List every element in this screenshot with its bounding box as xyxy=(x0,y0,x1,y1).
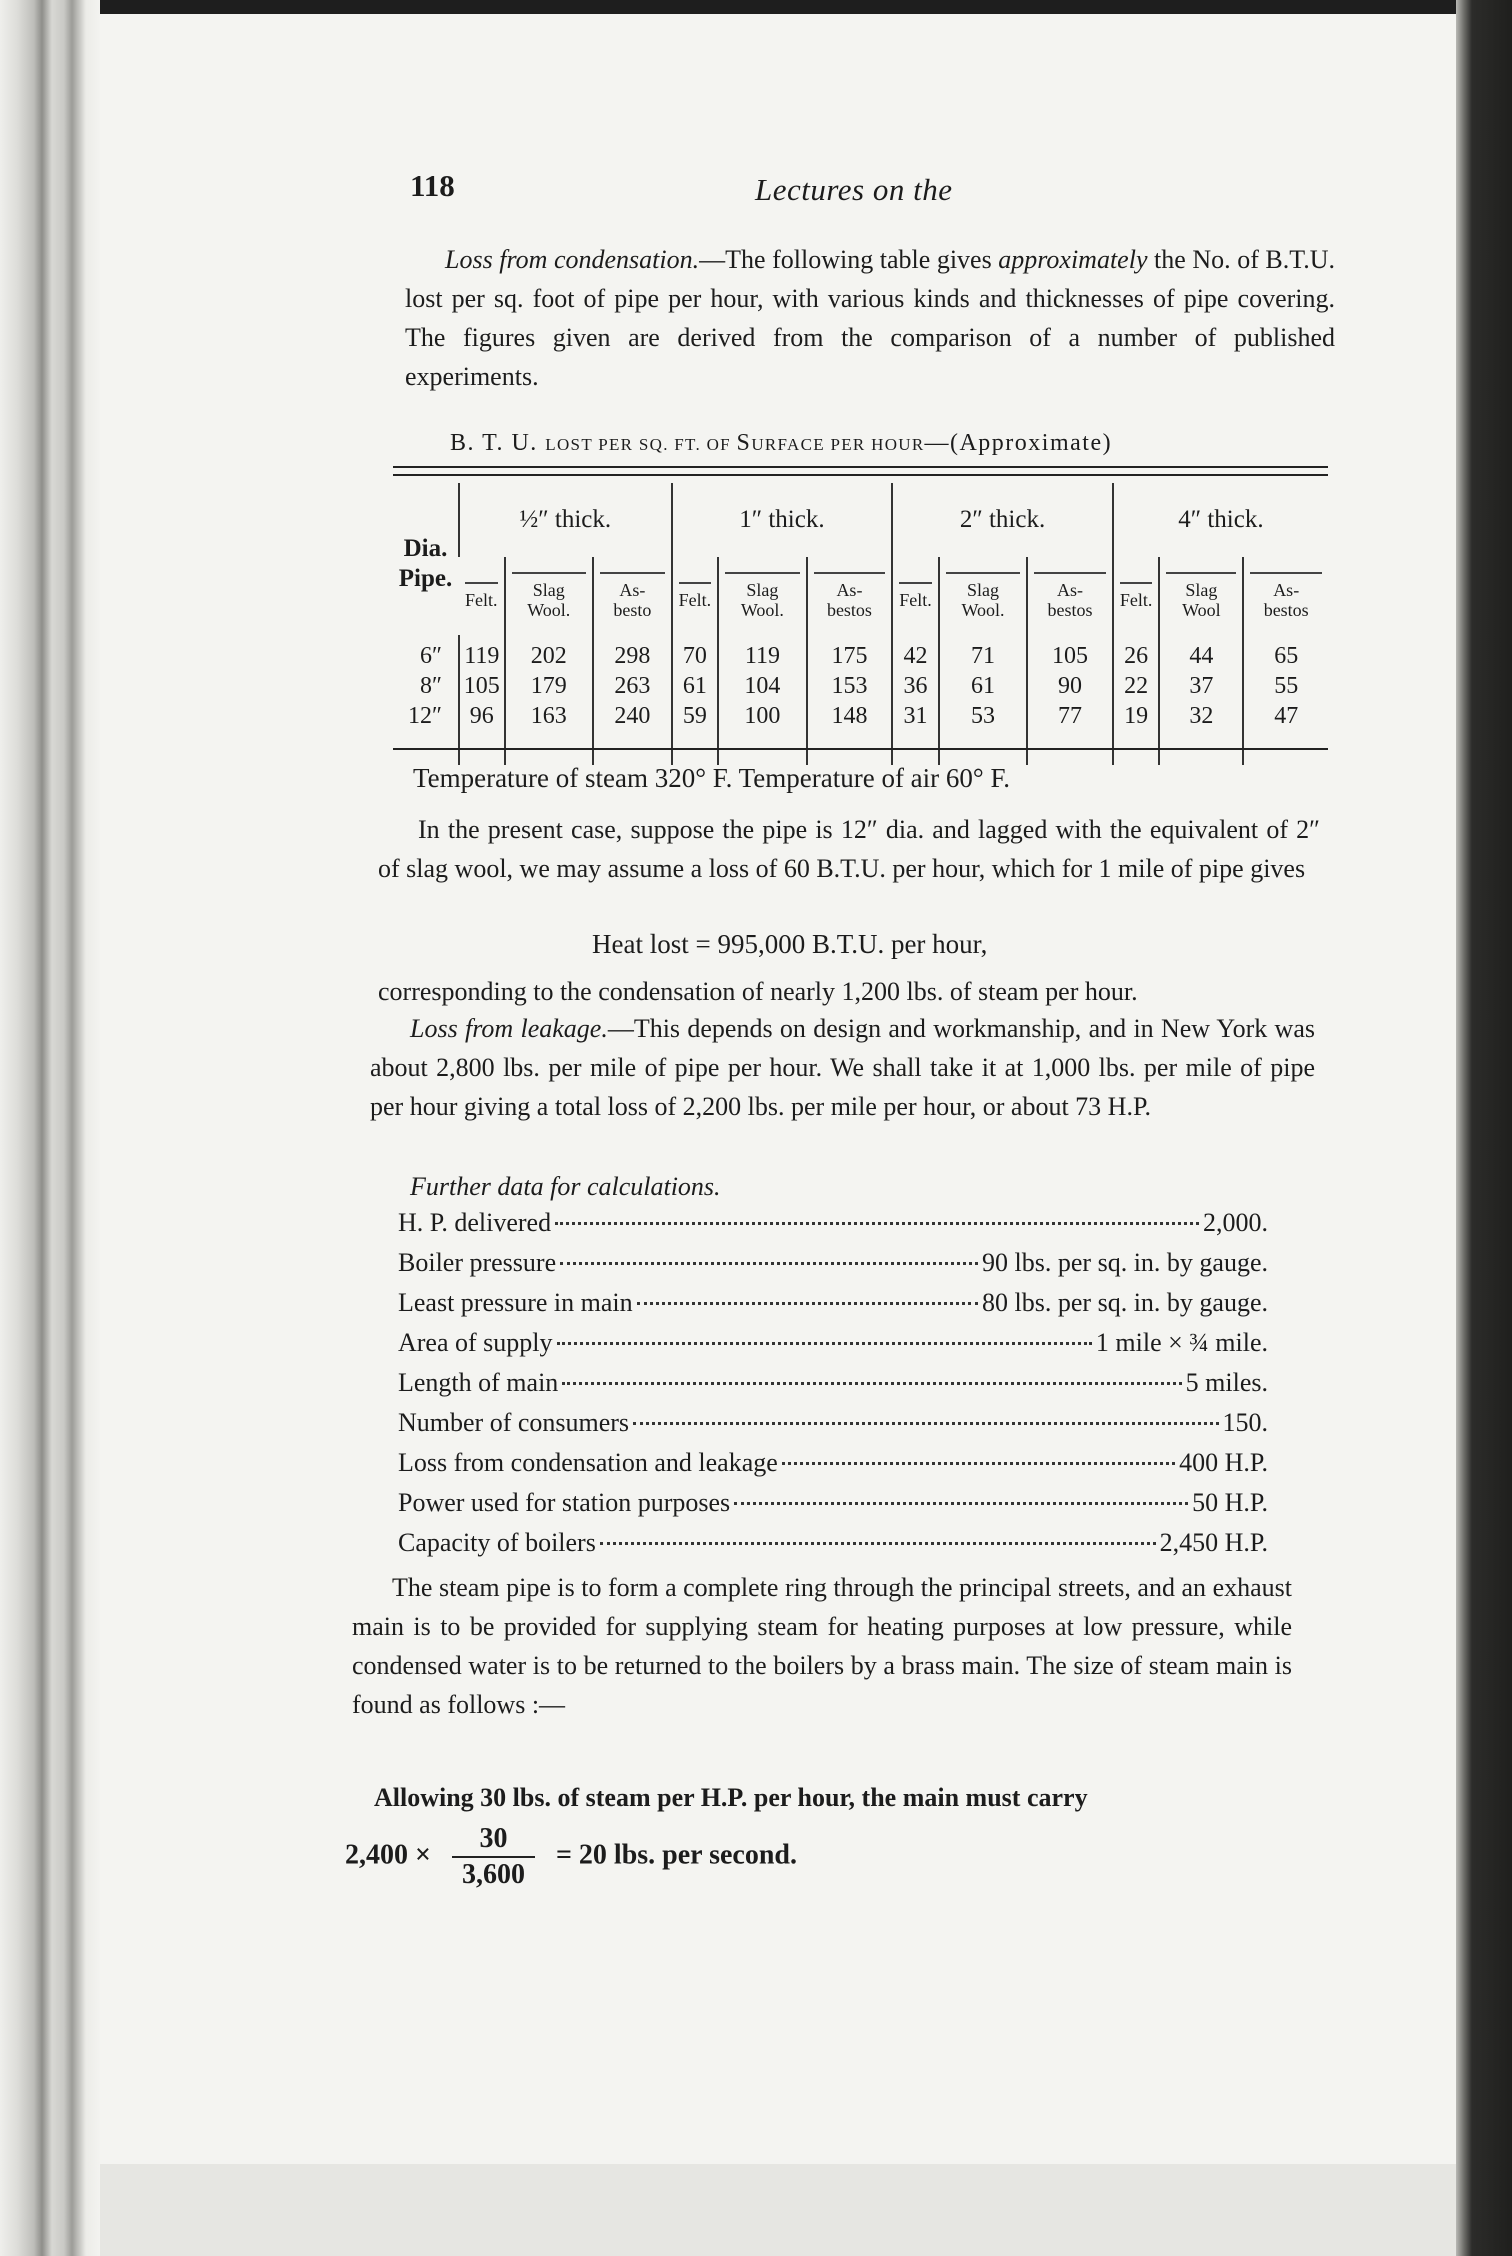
dia-pipe-header xyxy=(393,483,459,635)
table-cell: 105 xyxy=(1052,643,1089,669)
data-label: Number of consumers xyxy=(398,1408,630,1437)
intro-lead: Loss from condensation. xyxy=(445,245,700,274)
covering-kind-header: Slag Wool. xyxy=(718,557,807,635)
fraction-numerator: 30 xyxy=(452,1822,535,1858)
present-case-paragraph: In the present case, suppose the pipe is 12″ dia. and lagged with the equivalent of 2″ of slag wool, we may assume a loss of 60 B.T.U. per hour, which for 1 mile of pipe gives xyxy=(378,815,1320,883)
table-cell: 55 xyxy=(1274,673,1299,699)
thickness-group-header: 2″ thick. xyxy=(892,483,1113,557)
caption-small-caps-1: LOST PER SQ. FT. OF xyxy=(545,435,737,454)
equation-rhs: = 20 lbs. per second. xyxy=(555,1839,797,1871)
covering-kind-header: Slag Wool xyxy=(1159,557,1243,635)
leader-dots xyxy=(734,1502,1188,1505)
table-cell: 26 xyxy=(1124,643,1149,669)
covering-kind-header: As- besto xyxy=(593,557,672,635)
data-label: Capacity of boilers xyxy=(398,1528,596,1557)
data-value: 50 H.P. xyxy=(1192,1488,1268,1517)
table-cell: 37 xyxy=(1189,673,1214,699)
covering-kind-header: As- bestos xyxy=(1027,557,1113,635)
dia-header-line-2: Pipe. xyxy=(398,565,453,592)
table-cell: 298 xyxy=(614,643,651,669)
condensation-line: corresponding to the condensation of nearly 1,200 lbs. of steam per hour. xyxy=(378,977,1138,1006)
page-number: 118 xyxy=(410,168,455,203)
table-cell: 148 xyxy=(831,703,868,729)
leader-dots xyxy=(562,1382,1181,1385)
intro-text-b: the No. of B.T.U. lost per sq. foot of pipe per hour, with various kinds and thicknesses of pipe covering. The figures given are derived from the comparison of a number of published experiments. xyxy=(405,245,1335,391)
table-cell: 22 xyxy=(1124,673,1149,699)
temperature-note: Temperature of steam 320° F. Temperature of air 60° F. xyxy=(413,763,1011,793)
data-value: 150. xyxy=(1222,1408,1268,1437)
data-item xyxy=(398,1448,1268,1488)
table-cell: 36 xyxy=(903,673,928,699)
value-column xyxy=(459,635,505,765)
value-column xyxy=(1159,635,1243,765)
value-column xyxy=(672,635,719,765)
heat-lost-formula: Heat lost = 995,000 B.T.U. per hour, xyxy=(592,929,988,959)
leader-dots xyxy=(555,1222,1199,1225)
table-cell: 12″ xyxy=(408,703,442,729)
page-header xyxy=(410,168,1010,216)
table-cell: 8″ xyxy=(420,673,442,699)
further-data-list xyxy=(398,1208,1268,1568)
table-cell: 119 xyxy=(464,643,500,669)
data-item xyxy=(398,1328,1268,1368)
equation-fraction xyxy=(452,1822,535,1892)
table-cell: 153 xyxy=(831,673,868,699)
table-bottom-rule xyxy=(393,748,1328,750)
leader-dots xyxy=(637,1302,978,1305)
table-cell: 61 xyxy=(682,673,707,699)
thickness-group-header: 1″ thick. xyxy=(672,483,893,557)
intro-emphasis: approximately xyxy=(998,245,1148,274)
table-cell: 263 xyxy=(614,673,651,699)
covering-kind-header: Felt. xyxy=(1113,557,1160,635)
covering-kind-header: Felt. xyxy=(459,557,505,635)
table-cell: 202 xyxy=(530,643,567,669)
table-cell: 31 xyxy=(903,703,928,729)
leakage-paragraph xyxy=(370,1009,1315,1126)
data-item xyxy=(398,1248,1268,1288)
data-item xyxy=(398,1408,1268,1448)
thickness-group-header: ½″ thick. xyxy=(459,483,672,557)
table-cell: 53 xyxy=(971,703,995,729)
data-item xyxy=(398,1488,1268,1528)
table-cell: 70 xyxy=(682,643,707,669)
leader-dots xyxy=(557,1342,1092,1345)
data-label: Loss from condensation and leakage xyxy=(398,1448,778,1477)
book-right-edge xyxy=(1456,0,1512,2256)
steam-flow-equation xyxy=(345,1822,797,1892)
table-cell: 77 xyxy=(1058,703,1083,729)
steam-pipe-paragraph: The steam pipe is to form a complete ring through the principal streets, and an exhaust main is to be provided for supplying steam for heating purposes at low pressure, while condensed water is to be returned to the boilers by a brass main. The size of steam main is found as follows :— xyxy=(352,1573,1292,1719)
table-cell: 119 xyxy=(744,643,780,669)
fraction-denominator: 3,600 xyxy=(461,1859,525,1890)
table-cell: 175 xyxy=(831,643,868,669)
table-cell: 100 xyxy=(744,703,781,729)
table-cell: 90 xyxy=(1058,673,1083,699)
leakage-text: —This depends on design and workmanship, and in New York was about 2,800 lbs. per mile of pipe per hour. We shall take it at 1,000 lbs. per mile of pipe per hour giving a total loss of 2,200 lbs. per mile per hour, or about 73 H.P. xyxy=(370,1014,1315,1121)
caption-part-1: B. T. U. xyxy=(450,430,546,456)
value-column xyxy=(718,635,807,765)
caption-part-3: —(Approximate) xyxy=(924,430,1113,456)
covering-kind-header: Slag Wool. xyxy=(939,557,1028,635)
table-cell: 44 xyxy=(1189,643,1214,669)
covering-kind-header: As- bestos xyxy=(1243,557,1328,635)
table-cell: 104 xyxy=(744,673,781,699)
value-column xyxy=(807,635,893,765)
value-column xyxy=(1113,635,1160,765)
covering-kind-header: Felt. xyxy=(672,557,719,635)
intro-text-a: —The following table gives xyxy=(699,245,999,274)
table-cell: 179 xyxy=(530,673,567,699)
table-cell: 42 xyxy=(903,643,928,669)
caption-part-2: S xyxy=(736,430,752,456)
running-head: Lectures on the xyxy=(755,172,953,207)
table-cell: 59 xyxy=(682,703,707,729)
page-bottom-margin xyxy=(100,2164,1456,2256)
data-value: 1 mile × ¾ mile. xyxy=(1095,1328,1268,1357)
table-cell: 47 xyxy=(1274,703,1299,729)
thickness-group-header: 4″ thick. xyxy=(1113,483,1328,557)
dia-column xyxy=(393,635,459,765)
table-cell: 61 xyxy=(971,673,995,699)
covering-kind-header: As- bestos xyxy=(807,557,893,635)
table-cell: 163 xyxy=(530,703,567,729)
allowing-line: Allowing 30 lbs. of steam per H.P. per hour, the main must carry xyxy=(374,1783,1088,1812)
value-column xyxy=(1027,635,1113,765)
heat-loss-table xyxy=(393,483,1328,765)
leakage-lead: Loss from leakage. xyxy=(410,1014,608,1043)
value-column xyxy=(939,635,1028,765)
data-value: 2,000. xyxy=(1203,1208,1268,1237)
data-item xyxy=(398,1288,1268,1328)
table-top-rule-2 xyxy=(393,474,1328,476)
data-label: Length of main xyxy=(398,1368,559,1397)
data-value: 400 H.P. xyxy=(1179,1448,1268,1477)
covering-kind-header: Slag Wool. xyxy=(505,557,594,635)
table-cell: 19 xyxy=(1124,703,1149,729)
value-column xyxy=(593,635,672,765)
data-item xyxy=(398,1368,1268,1408)
data-item xyxy=(398,1208,1268,1248)
data-label: Least pressure in main xyxy=(398,1288,633,1317)
table-top-rule-1 xyxy=(393,466,1328,468)
data-label: H. P. delivered xyxy=(398,1208,552,1237)
leader-dots xyxy=(600,1542,1156,1545)
value-column xyxy=(892,635,939,765)
scan-top-edge xyxy=(0,0,1512,14)
table-cell: 105 xyxy=(463,673,500,699)
table-cell: 96 xyxy=(469,703,494,729)
data-value: 90 lbs. per sq. in. by gauge. xyxy=(982,1248,1268,1277)
further-data-heading: Further data for calculations. xyxy=(410,1172,721,1201)
dia-header-line-1: Dia. xyxy=(403,535,448,562)
table-cell: 65 xyxy=(1274,643,1299,669)
table-cell: 32 xyxy=(1189,703,1214,729)
leader-dots xyxy=(560,1262,978,1265)
book-spine-edge xyxy=(0,0,100,2256)
data-label: Power used for station purposes xyxy=(398,1488,731,1517)
table-caption xyxy=(450,430,1300,457)
leader-dots xyxy=(782,1462,1175,1465)
equation-lhs: 2,400 × xyxy=(345,1839,431,1871)
data-item xyxy=(398,1528,1268,1568)
intro-paragraph xyxy=(405,240,1335,396)
covering-kind-header: Felt. xyxy=(892,557,939,635)
table-cell: 71 xyxy=(971,643,995,669)
data-label: Area of supply xyxy=(398,1328,553,1357)
table-body-row xyxy=(393,635,1328,765)
table-cell: 240 xyxy=(614,703,651,729)
data-label: Boiler pressure xyxy=(398,1248,557,1277)
value-column xyxy=(1243,635,1328,765)
leader-dots xyxy=(633,1422,1218,1425)
table-cell: 6″ xyxy=(420,643,442,669)
data-value: 5 miles. xyxy=(1185,1368,1268,1397)
data-value: 80 lbs. per sq. in. by gauge. xyxy=(982,1288,1268,1317)
data-value: 2,450 H.P. xyxy=(1159,1528,1268,1557)
value-column xyxy=(505,635,594,765)
caption-small-caps-2: URFACE PER HOUR xyxy=(751,435,925,454)
